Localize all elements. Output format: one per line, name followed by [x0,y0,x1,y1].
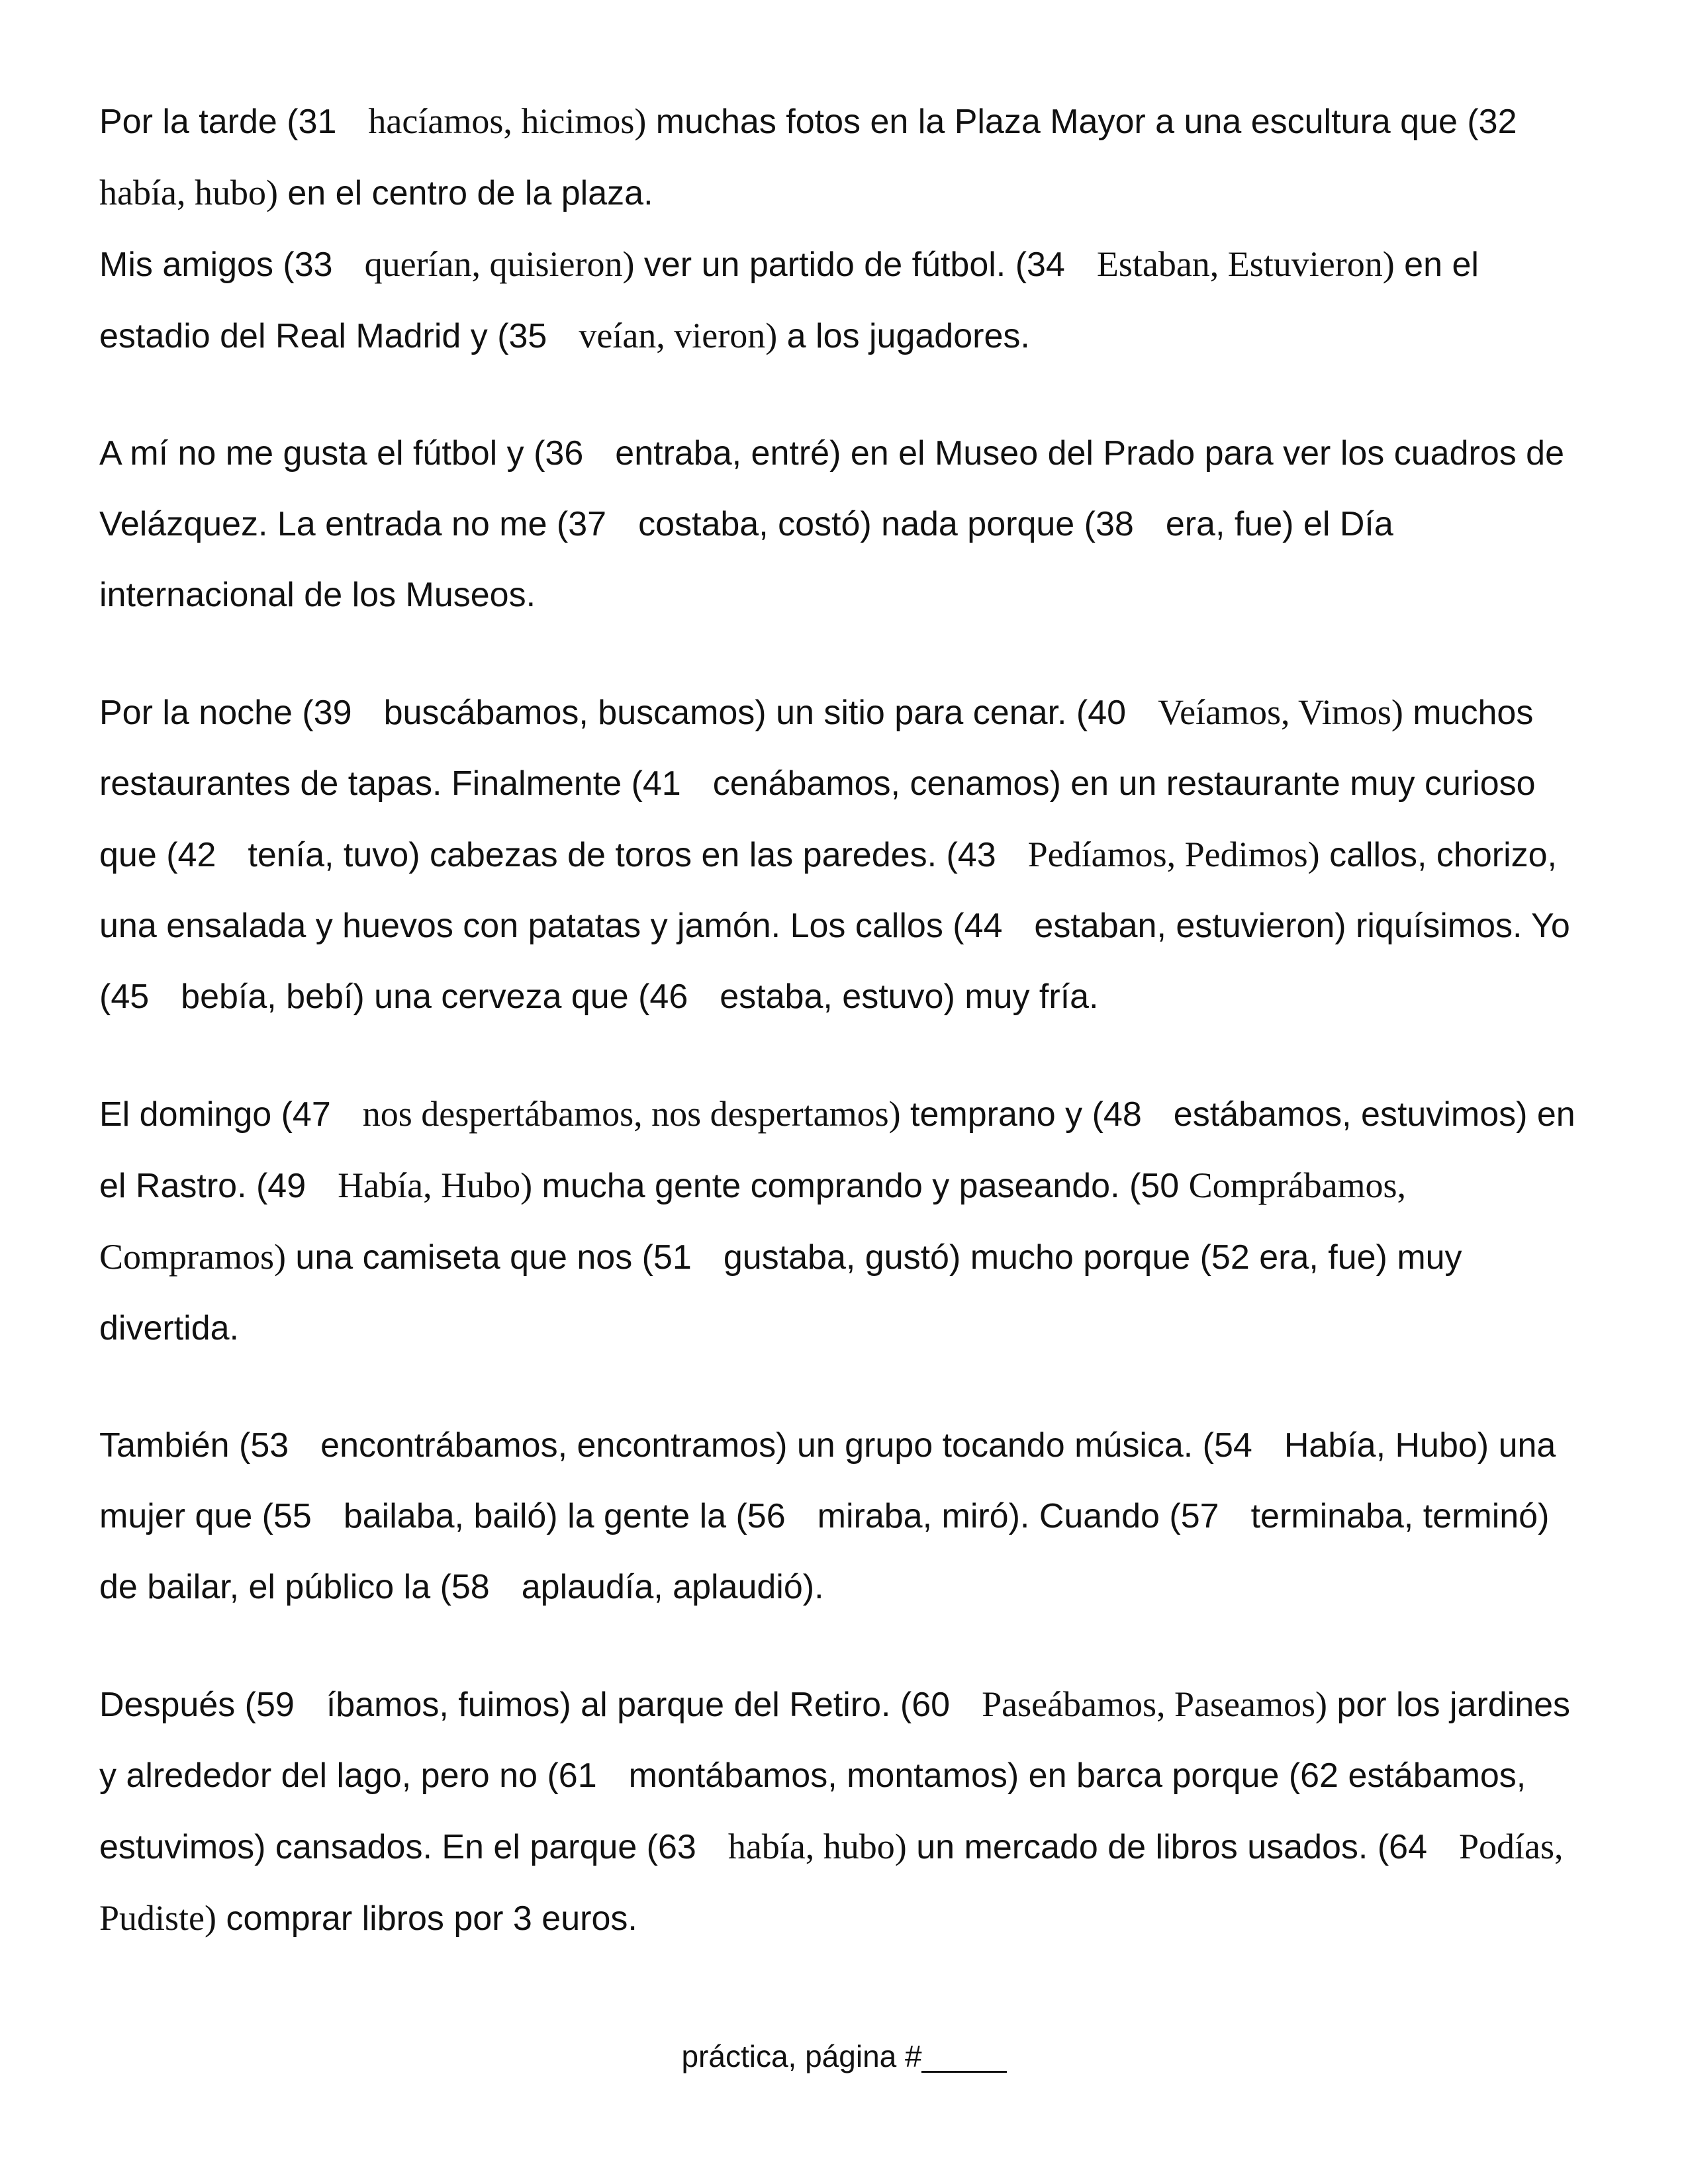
text-run: Mis amigos (33 [99,246,333,284]
text-run: buscábamos, buscamos) [383,694,767,732]
paragraph-7 [99,1669,1595,1954]
text-run: Cuando (57 [1029,1497,1219,1535]
text-run: gustaba, gustó) [723,1238,961,1277]
text-run: muchas fotos en la Plaza Mayor a una escultura que (32 [646,103,1517,141]
text-run: costaba, costó) [638,505,872,543]
text-run: terminaba, terminó) [1250,1497,1550,1535]
verb-options: había, hubo) [727,1827,907,1866]
verb-options: Estaban, Estuvieron) [1096,244,1395,284]
text-run: El domingo (47 [99,1095,331,1134]
text-run: cenábamos, cenamos) [712,764,1061,803]
text-run: montábamos, montamos) [628,1756,1019,1795]
text-run: tenía, tuvo) [248,836,420,874]
text-run: en un restaurante muy curioso que (42 [99,764,1536,874]
paragraph-3 [99,418,1595,631]
text-run: cabezas de toros en las paredes. (43 [420,836,996,874]
verb-options: Pedíamos, Pedimos) [1027,835,1320,874]
text-run: bailaba, bailó) [343,1497,558,1535]
text-run: por los jardines y alrededor del lago, pero no (61 [99,1686,1571,1795]
text-run: temprano y (48 [900,1095,1142,1134]
text-run: A mí no me gusta el fútbol y (36 [99,434,584,473]
text-run: encontrábamos, encontramos) [320,1426,788,1465]
text-run: muy divertida. [99,1238,1462,1347]
text-run: en el centro de la plaza. [277,174,653,212]
text-run: en barca porque (62 [1019,1756,1348,1795]
text-run: ver un partido de fútbol. (34 [634,246,1065,284]
text-run: Por la tarde (31 [99,103,337,141]
text-run: callos, chorizo, una ensalada y huevos con patatas y jamón. Los callos (44 [99,836,1557,945]
text-run: al parque del Retiro. (60 [571,1686,951,1724]
text-run: bebía, bebí) [181,978,365,1016]
text-run: mucho porque (52 [961,1238,1260,1277]
text-run: cansados. En el parque (63 [265,1828,696,1866]
text-run: en el Museo del Prado para ver los cuadros de Velázquez. La entrada no me (37 [99,434,1565,543]
text-run: un grupo tocando música. (54 [787,1426,1252,1465]
text-run: muy fría. [955,978,1099,1016]
paragraph-6 [99,1410,1595,1623]
verb-options: Había, Hubo) [338,1165,533,1205]
text-run: una mujer que (55 [99,1426,1556,1535]
text-run: una cerveza que (46 [364,978,688,1016]
text-run: en el Rastro. (49 [99,1095,1575,1205]
text-run: el Día internacional de los Museos. [99,505,1393,614]
verb-options: hacíamos, hicimos) [368,101,647,141]
text-run: entraba, entré) [615,434,841,473]
text-run: una camiseta que nos (51 [285,1238,692,1277]
text-run: estaban, estuvieron) [1034,907,1346,945]
text-run: Por la noche (39 [99,694,352,732]
verb-options: veían, vieron) [579,316,778,355]
document-body [99,86,1595,2001]
text-run: Después (59 [99,1686,295,1724]
text-run: a los jugadores. [777,317,1030,355]
text-run: miraba, miró). [817,1497,1030,1535]
text-run: un sitio para cenar. (40 [766,694,1127,732]
verb-options: Paseábamos, Paseamos) [982,1684,1327,1724]
text-run: íbamos, fuimos) [326,1686,571,1724]
text-run: riquísimos. Yo (45 [99,907,1570,1016]
text-run: mucha gente comprando y paseando. (50 [532,1167,1189,1205]
verb-options: Veíamos, Vimos) [1158,692,1403,732]
verb-options: había, hubo) [99,173,278,212]
paragraph-4 [99,677,1595,1032]
text-run: nada porque (38 [871,505,1134,543]
text-run: muchos restaurantes de tapas. Finalmente (41 [99,694,1534,803]
text-run: era, fue) [1259,1238,1387,1277]
verb-options: Comprábamos, Compramos) [99,1165,1407,1277]
text-run: estábamos, estuvimos) [1173,1095,1528,1134]
verb-options: nos despertábamos, nos despertamos) [362,1094,901,1134]
text-run: También (53 [99,1426,289,1465]
verb-options: querían, quisieron) [364,244,635,284]
paragraph-2 [99,229,1595,372]
text-run: estábamos, estuvimos) [99,1756,1526,1866]
text-run: de bailar, el público la (58 [99,1568,490,1606]
page-footer: práctica, página #_____ [681,2039,1007,2073]
text-run: un mercado de libros usados. (64 [906,1828,1427,1866]
text-run: estaba, estuvo) [720,978,955,1016]
text-run: la gente la (56 [557,1497,786,1535]
verb-options: Podías, Pudiste) [99,1827,1564,1938]
text-run: era, fue) [1165,505,1294,543]
paragraph-5 [99,1079,1595,1364]
text-run: aplaudía, aplaudió). [521,1568,824,1606]
text-run: comprar libros por 3 euros. [216,1899,637,1938]
paragraph-1 [99,86,1595,229]
text-run: en el estadio del Real Madrid y (35 [99,246,1479,355]
text-run: Había, Hubo) [1284,1426,1489,1465]
